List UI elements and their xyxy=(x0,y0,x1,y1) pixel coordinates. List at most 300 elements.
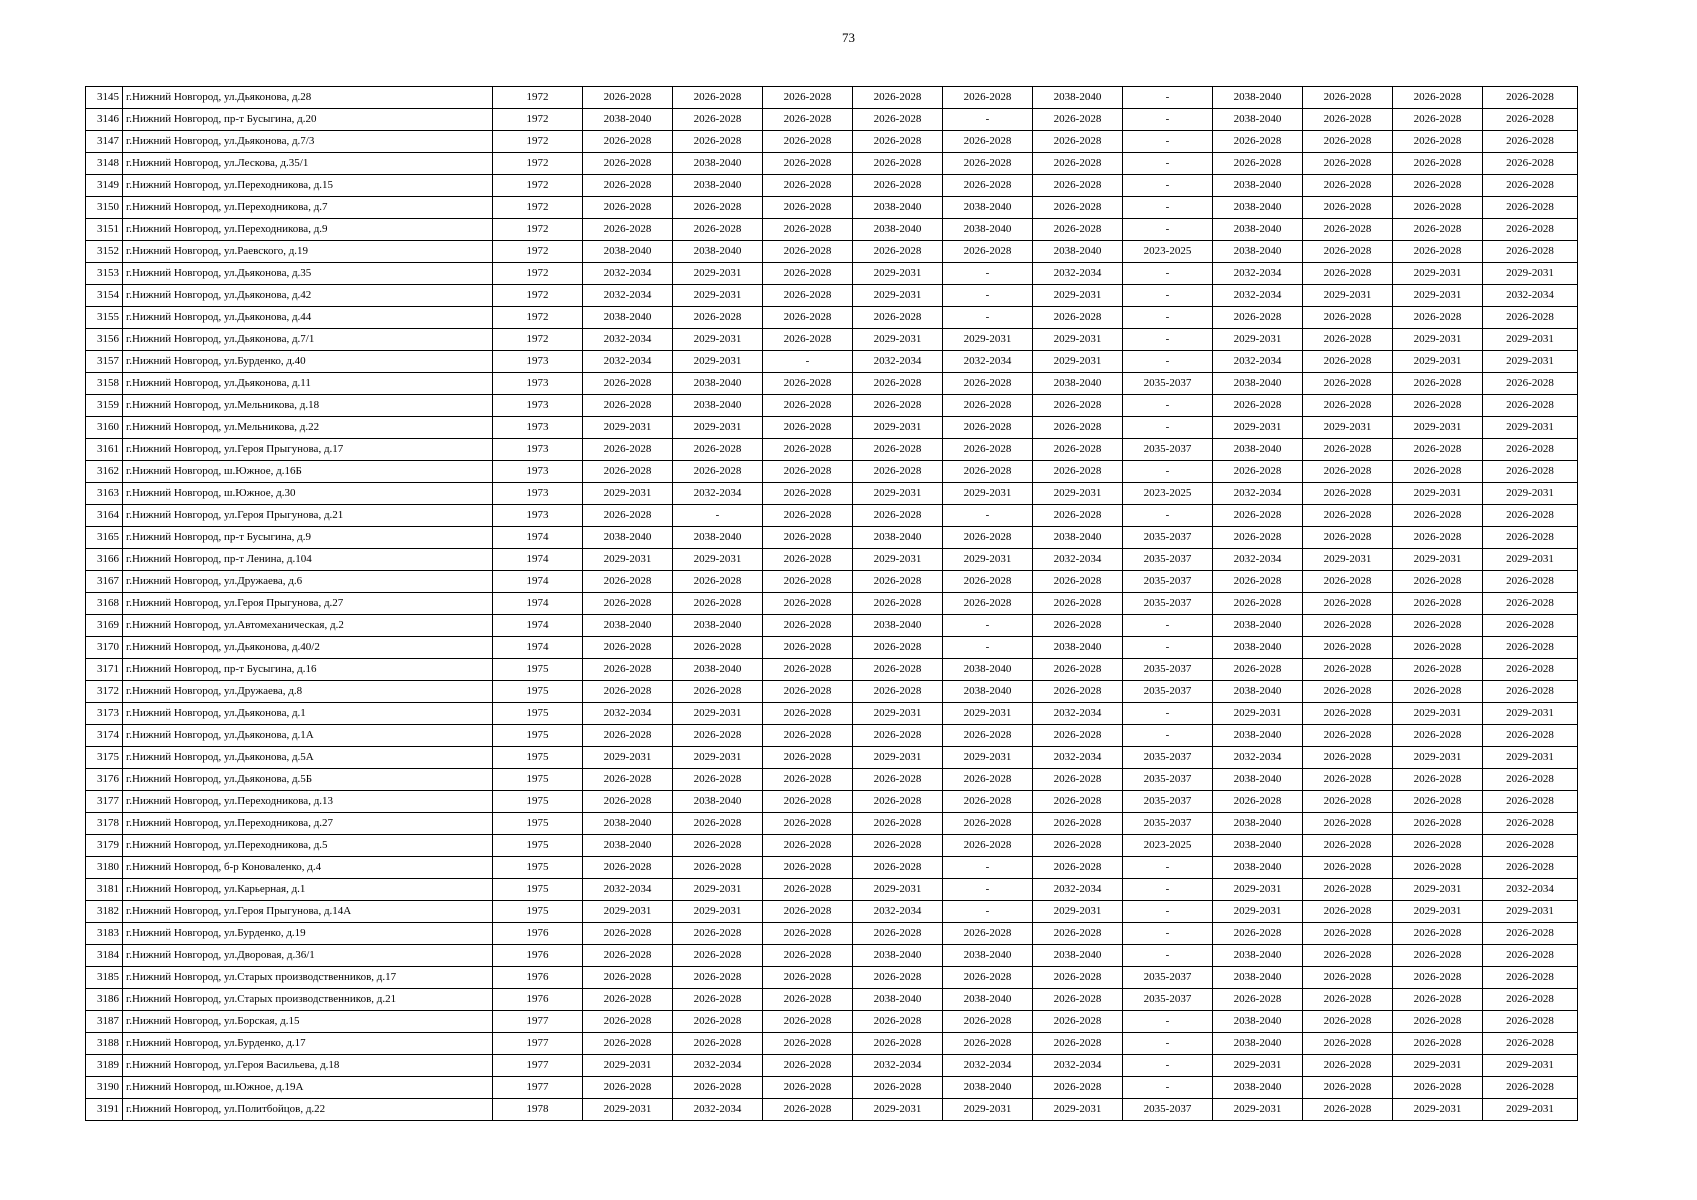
table-row xyxy=(86,153,1578,175)
period-cell: 2035-2037 xyxy=(1123,967,1213,989)
period-cell: 2026-2028 xyxy=(1393,153,1483,175)
period-cell: 2026-2028 xyxy=(1033,813,1123,835)
period-cell: 2026-2028 xyxy=(673,439,763,461)
row-number-cell: 3154 xyxy=(86,285,123,307)
period-cell: 2026-2028 xyxy=(853,813,943,835)
period-cell: 2026-2028 xyxy=(1303,945,1393,967)
address-cell: г.Нижний Новгород, ул.Дьяконова, д.1А xyxy=(123,725,493,747)
period-cell: 2026-2028 xyxy=(583,791,673,813)
period-cell: 2026-2028 xyxy=(1393,725,1483,747)
period-cell: 2026-2028 xyxy=(1303,901,1393,923)
address-cell: г.Нижний Новгород, ш.Южное, д.19А xyxy=(123,1077,493,1099)
period-cell: 2032-2034 xyxy=(1213,351,1303,373)
row-number-cell: 3161 xyxy=(86,439,123,461)
period-cell: 2026-2028 xyxy=(1483,637,1578,659)
year-cell: 1973 xyxy=(493,439,583,461)
period-cell: 2026-2028 xyxy=(1483,967,1578,989)
table-row xyxy=(86,307,1578,329)
period-cell: 2032-2034 xyxy=(943,1055,1033,1077)
table-row xyxy=(86,835,1578,857)
period-cell: 2026-2028 xyxy=(1393,1011,1483,1033)
period-cell: 2026-2028 xyxy=(1483,769,1578,791)
period-cell: - xyxy=(1123,923,1213,945)
period-cell: 2026-2028 xyxy=(1393,681,1483,703)
period-cell: 2038-2040 xyxy=(943,989,1033,1011)
period-cell: 2026-2028 xyxy=(1483,593,1578,615)
period-cell: 2026-2028 xyxy=(943,131,1033,153)
period-cell: 2026-2028 xyxy=(1483,197,1578,219)
period-cell: 2026-2028 xyxy=(1303,923,1393,945)
period-cell: 2026-2028 xyxy=(1213,505,1303,527)
period-cell: 2026-2028 xyxy=(673,571,763,593)
table-row xyxy=(86,351,1578,373)
period-cell: 2026-2028 xyxy=(1393,461,1483,483)
period-cell: 2026-2028 xyxy=(583,439,673,461)
address-cell: г.Нижний Новгород, ул.Дружаева, д.8 xyxy=(123,681,493,703)
period-cell: - xyxy=(1123,417,1213,439)
period-cell: 2026-2028 xyxy=(1213,527,1303,549)
period-cell: 2026-2028 xyxy=(763,659,853,681)
period-cell: 2029-2031 xyxy=(853,879,943,901)
year-cell: 1974 xyxy=(493,549,583,571)
table-row xyxy=(86,131,1578,153)
period-cell: 2026-2028 xyxy=(1213,395,1303,417)
table-row xyxy=(86,659,1578,681)
year-cell: 1972 xyxy=(493,307,583,329)
period-cell: 2029-2031 xyxy=(853,747,943,769)
table-row xyxy=(86,725,1578,747)
period-cell: 2026-2028 xyxy=(1033,219,1123,241)
period-cell: 2038-2040 xyxy=(1213,241,1303,263)
period-cell: 2038-2040 xyxy=(583,615,673,637)
period-cell: 2029-2031 xyxy=(1393,747,1483,769)
period-cell: 2026-2028 xyxy=(763,87,853,109)
period-cell: 2035-2037 xyxy=(1123,373,1213,395)
period-cell: 2038-2040 xyxy=(1213,725,1303,747)
table-row xyxy=(86,505,1578,527)
period-cell: 2026-2028 xyxy=(673,1077,763,1099)
row-number-cell: 3170 xyxy=(86,637,123,659)
period-cell: 2026-2028 xyxy=(1033,131,1123,153)
table-row xyxy=(86,637,1578,659)
period-cell: 2026-2028 xyxy=(1393,373,1483,395)
period-cell: 2026-2028 xyxy=(1393,87,1483,109)
address-cell: г.Нижний Новгород, ул.Дьяконова, д.44 xyxy=(123,307,493,329)
table-row xyxy=(86,967,1578,989)
address-cell: г.Нижний Новгород, ул.Переходникова, д.13 xyxy=(123,791,493,813)
period-cell: 2026-2028 xyxy=(673,923,763,945)
period-cell: 2038-2040 xyxy=(583,527,673,549)
period-cell: 2026-2028 xyxy=(1303,791,1393,813)
period-cell: 2038-2040 xyxy=(1213,1011,1303,1033)
address-cell: г.Нижний Новгород, пр-т Бусыгина, д.9 xyxy=(123,527,493,549)
period-cell: 2026-2028 xyxy=(943,571,1033,593)
period-cell: 2026-2028 xyxy=(1303,879,1393,901)
period-cell: 2038-2040 xyxy=(943,945,1033,967)
period-cell: 2038-2040 xyxy=(673,615,763,637)
period-cell: 2029-2031 xyxy=(943,1099,1033,1121)
period-cell: 2026-2028 xyxy=(1483,945,1578,967)
period-cell: 2035-2037 xyxy=(1123,769,1213,791)
row-number-cell: 3177 xyxy=(86,791,123,813)
period-cell: 2026-2028 xyxy=(583,219,673,241)
address-cell: г.Нижний Новгород, ул.Дьяконова, д.28 xyxy=(123,87,493,109)
year-cell: 1975 xyxy=(493,703,583,725)
period-cell: 2035-2037 xyxy=(1123,681,1213,703)
period-cell: 2029-2031 xyxy=(1033,483,1123,505)
period-cell: - xyxy=(1123,109,1213,131)
period-cell: 2026-2028 xyxy=(1483,219,1578,241)
period-cell: 2038-2040 xyxy=(1213,219,1303,241)
period-cell: 2026-2028 xyxy=(1483,241,1578,263)
period-cell: 2026-2028 xyxy=(1483,505,1578,527)
period-cell: 2023-2025 xyxy=(1123,483,1213,505)
period-cell: 2026-2028 xyxy=(1033,791,1123,813)
address-cell: г.Нижний Новгород, ш.Южное, д.30 xyxy=(123,483,493,505)
period-cell: 2032-2034 xyxy=(1213,483,1303,505)
period-cell: 2026-2028 xyxy=(583,175,673,197)
address-cell: г.Нижний Новгород, ул.Дьяконова, д.7/3 xyxy=(123,131,493,153)
period-cell: 2026-2028 xyxy=(763,703,853,725)
row-number-cell: 3182 xyxy=(86,901,123,923)
period-cell: 2026-2028 xyxy=(1303,175,1393,197)
period-cell: 2038-2040 xyxy=(1033,241,1123,263)
period-cell: - xyxy=(1123,703,1213,725)
period-cell: 2029-2031 xyxy=(943,483,1033,505)
period-cell: 2026-2028 xyxy=(853,131,943,153)
period-cell: 2038-2040 xyxy=(1213,615,1303,637)
year-cell: 1972 xyxy=(493,175,583,197)
period-cell: 2026-2028 xyxy=(763,175,853,197)
period-cell: 2026-2028 xyxy=(1393,571,1483,593)
period-cell: 2026-2028 xyxy=(1303,681,1393,703)
period-cell: 2026-2028 xyxy=(1033,153,1123,175)
address-cell: г.Нижний Новгород, ул.Дружаева, д.6 xyxy=(123,571,493,593)
period-cell: 2026-2028 xyxy=(1303,329,1393,351)
period-cell: 2026-2028 xyxy=(583,967,673,989)
period-cell: - xyxy=(1123,879,1213,901)
period-cell: 2032-2034 xyxy=(583,351,673,373)
period-cell: 2026-2028 xyxy=(853,725,943,747)
period-cell: 2029-2031 xyxy=(943,549,1033,571)
period-cell: 2032-2034 xyxy=(583,263,673,285)
period-cell: 2029-2031 xyxy=(673,703,763,725)
period-cell: 2032-2034 xyxy=(673,483,763,505)
period-cell: 2029-2031 xyxy=(1393,879,1483,901)
period-cell: 2026-2028 xyxy=(1393,131,1483,153)
row-number-cell: 3174 xyxy=(86,725,123,747)
period-cell: 2032-2034 xyxy=(1033,549,1123,571)
period-cell: 2026-2028 xyxy=(943,769,1033,791)
period-cell: 2029-2031 xyxy=(673,901,763,923)
row-number-cell: 3152 xyxy=(86,241,123,263)
period-cell: - xyxy=(1123,505,1213,527)
period-cell: 2029-2031 xyxy=(1393,901,1483,923)
period-cell: 2032-2034 xyxy=(943,351,1033,373)
period-cell: 2026-2028 xyxy=(943,835,1033,857)
period-cell: 2026-2028 xyxy=(1303,351,1393,373)
period-cell: 2029-2031 xyxy=(1303,285,1393,307)
period-cell: 2026-2028 xyxy=(1303,1033,1393,1055)
period-cell: 2026-2028 xyxy=(583,373,673,395)
period-cell: - xyxy=(1123,307,1213,329)
period-cell: 2026-2028 xyxy=(1393,769,1483,791)
period-cell: 2026-2028 xyxy=(1393,593,1483,615)
period-cell: 2029-2031 xyxy=(943,747,1033,769)
period-cell: 2026-2028 xyxy=(763,1033,853,1055)
row-number-cell: 3176 xyxy=(86,769,123,791)
row-number-cell: 3169 xyxy=(86,615,123,637)
table-row xyxy=(86,439,1578,461)
year-cell: 1975 xyxy=(493,725,583,747)
period-cell: 2038-2040 xyxy=(673,175,763,197)
address-cell: г.Нижний Новгород, ул.Политбойцов, д.22 xyxy=(123,1099,493,1121)
row-number-cell: 3162 xyxy=(86,461,123,483)
period-cell: 2026-2028 xyxy=(1393,791,1483,813)
year-cell: 1972 xyxy=(493,329,583,351)
year-cell: 1975 xyxy=(493,835,583,857)
period-cell: 2026-2028 xyxy=(1213,791,1303,813)
period-cell: 2026-2028 xyxy=(673,1011,763,1033)
period-cell: 2026-2028 xyxy=(1303,747,1393,769)
table-row xyxy=(86,593,1578,615)
period-cell: 2026-2028 xyxy=(1033,725,1123,747)
year-cell: 1977 xyxy=(493,1077,583,1099)
year-cell: 1975 xyxy=(493,747,583,769)
period-cell: 2038-2040 xyxy=(1213,769,1303,791)
period-cell: 2026-2028 xyxy=(853,857,943,879)
year-cell: 1973 xyxy=(493,351,583,373)
period-cell: 2029-2031 xyxy=(583,747,673,769)
period-cell: 2026-2028 xyxy=(1033,593,1123,615)
period-cell: 2026-2028 xyxy=(943,725,1033,747)
period-cell: 2026-2028 xyxy=(853,967,943,989)
period-cell: 2026-2028 xyxy=(1303,857,1393,879)
period-cell: 2026-2028 xyxy=(673,989,763,1011)
row-number-cell: 3146 xyxy=(86,109,123,131)
period-cell: 2038-2040 xyxy=(1213,439,1303,461)
period-cell: 2029-2031 xyxy=(583,549,673,571)
period-cell: 2029-2031 xyxy=(673,285,763,307)
year-cell: 1972 xyxy=(493,153,583,175)
period-cell: 2038-2040 xyxy=(853,527,943,549)
period-cell: 2026-2028 xyxy=(583,1033,673,1055)
period-cell: 2026-2028 xyxy=(763,1055,853,1077)
period-cell: 2029-2031 xyxy=(853,263,943,285)
period-cell: 2026-2028 xyxy=(583,197,673,219)
table-row xyxy=(86,395,1578,417)
table-row xyxy=(86,197,1578,219)
period-cell: 2032-2034 xyxy=(583,879,673,901)
period-cell: 2026-2028 xyxy=(1393,241,1483,263)
period-cell: 2032-2034 xyxy=(673,1099,763,1121)
period-cell: 2026-2028 xyxy=(673,725,763,747)
period-cell: 2026-2028 xyxy=(1303,989,1393,1011)
period-cell: 2026-2028 xyxy=(1483,307,1578,329)
period-cell: 2029-2031 xyxy=(583,1099,673,1121)
period-cell: 2038-2040 xyxy=(583,241,673,263)
period-cell: 2029-2031 xyxy=(1393,351,1483,373)
period-cell: 2026-2028 xyxy=(1393,527,1483,549)
period-cell: 2026-2028 xyxy=(763,901,853,923)
period-cell: 2026-2028 xyxy=(763,637,853,659)
period-cell: 2026-2028 xyxy=(1483,1011,1578,1033)
period-cell: - xyxy=(1123,637,1213,659)
period-cell: - xyxy=(943,285,1033,307)
period-cell: 2026-2028 xyxy=(1483,1033,1578,1055)
period-cell: - xyxy=(1123,285,1213,307)
table-row xyxy=(86,285,1578,307)
year-cell: 1972 xyxy=(493,263,583,285)
period-cell: 2026-2028 xyxy=(763,263,853,285)
year-cell: 1977 xyxy=(493,1033,583,1055)
period-cell: 2029-2031 xyxy=(1483,747,1578,769)
period-cell: 2026-2028 xyxy=(943,967,1033,989)
period-cell: 2026-2028 xyxy=(853,175,943,197)
period-cell: 2026-2028 xyxy=(763,241,853,263)
period-cell: 2026-2028 xyxy=(1213,593,1303,615)
period-cell: 2029-2031 xyxy=(1213,417,1303,439)
period-cell: 2038-2040 xyxy=(673,527,763,549)
period-cell: 2035-2037 xyxy=(1123,593,1213,615)
address-cell: г.Нижний Новгород, ул.Карьерная, д.1 xyxy=(123,879,493,901)
period-cell: 2026-2028 xyxy=(1303,527,1393,549)
period-cell: 2026-2028 xyxy=(943,1033,1033,1055)
period-cell: 2026-2028 xyxy=(673,857,763,879)
period-cell: 2029-2031 xyxy=(1483,417,1578,439)
period-cell: 2026-2028 xyxy=(763,681,853,703)
period-cell: 2026-2028 xyxy=(1483,989,1578,1011)
period-cell: 2026-2028 xyxy=(1483,527,1578,549)
period-cell: 2026-2028 xyxy=(1393,307,1483,329)
period-cell: 2026-2028 xyxy=(1303,1077,1393,1099)
period-cell: 2032-2034 xyxy=(1033,703,1123,725)
row-number-cell: 3153 xyxy=(86,263,123,285)
table-row xyxy=(86,681,1578,703)
period-cell: 2029-2031 xyxy=(673,747,763,769)
period-cell: 2026-2028 xyxy=(673,307,763,329)
period-cell: 2029-2031 xyxy=(1393,329,1483,351)
row-number-cell: 3158 xyxy=(86,373,123,395)
period-cell: 2026-2028 xyxy=(943,813,1033,835)
table-row xyxy=(86,175,1578,197)
period-cell: 2026-2028 xyxy=(1393,813,1483,835)
period-cell: 2026-2028 xyxy=(1483,175,1578,197)
period-cell: 2026-2028 xyxy=(583,659,673,681)
period-cell: 2026-2028 xyxy=(763,835,853,857)
period-cell: - xyxy=(943,307,1033,329)
period-cell: 2026-2028 xyxy=(853,637,943,659)
row-number-cell: 3166 xyxy=(86,549,123,571)
period-cell: 2029-2031 xyxy=(853,549,943,571)
period-cell: 2026-2028 xyxy=(853,461,943,483)
address-cell: г.Нижний Новгород, ул.Раевского, д.19 xyxy=(123,241,493,263)
period-cell: 2038-2040 xyxy=(853,219,943,241)
period-cell: 2026-2028 xyxy=(853,769,943,791)
period-cell: 2038-2040 xyxy=(673,153,763,175)
address-cell: г.Нижний Новгород, ул.Старых производственников, д.17 xyxy=(123,967,493,989)
period-cell: 2026-2028 xyxy=(763,725,853,747)
period-cell: 2026-2028 xyxy=(673,109,763,131)
period-cell: 2026-2028 xyxy=(583,87,673,109)
period-cell: 2026-2028 xyxy=(1033,571,1123,593)
period-cell: 2026-2028 xyxy=(1303,571,1393,593)
housing-register-table xyxy=(85,86,1578,1121)
period-cell: - xyxy=(1123,175,1213,197)
period-cell: 2026-2028 xyxy=(583,131,673,153)
period-cell: 2026-2028 xyxy=(1033,109,1123,131)
period-cell: 2038-2040 xyxy=(673,791,763,813)
period-cell: 2026-2028 xyxy=(673,835,763,857)
period-cell: 2026-2028 xyxy=(1033,835,1123,857)
period-cell: 2026-2028 xyxy=(1303,505,1393,527)
row-number-cell: 3159 xyxy=(86,395,123,417)
period-cell: 2029-2031 xyxy=(1393,285,1483,307)
period-cell: 2026-2028 xyxy=(1033,659,1123,681)
period-cell: 2026-2028 xyxy=(1483,681,1578,703)
period-cell: 2026-2028 xyxy=(673,131,763,153)
period-cell: 2029-2031 xyxy=(1483,1055,1578,1077)
year-cell: 1976 xyxy=(493,989,583,1011)
row-number-cell: 3165 xyxy=(86,527,123,549)
period-cell: 2026-2028 xyxy=(1393,989,1483,1011)
year-cell: 1974 xyxy=(493,593,583,615)
period-cell: 2026-2028 xyxy=(1033,681,1123,703)
row-number-cell: 3156 xyxy=(86,329,123,351)
table-row xyxy=(86,769,1578,791)
period-cell: 2029-2031 xyxy=(583,483,673,505)
address-cell: г.Нижний Новгород, ул.Автомеханическая, д.2 xyxy=(123,615,493,637)
period-cell: 2026-2028 xyxy=(1483,615,1578,637)
year-cell: 1976 xyxy=(493,967,583,989)
period-cell: 2029-2031 xyxy=(1393,417,1483,439)
period-cell: 2026-2028 xyxy=(1303,967,1393,989)
period-cell: 2026-2028 xyxy=(853,791,943,813)
period-cell: 2026-2028 xyxy=(1393,175,1483,197)
period-cell: 2026-2028 xyxy=(943,175,1033,197)
period-cell: 2026-2028 xyxy=(1393,505,1483,527)
period-cell: 2026-2028 xyxy=(853,307,943,329)
period-cell: 2038-2040 xyxy=(1213,813,1303,835)
period-cell: 2038-2040 xyxy=(1213,373,1303,395)
period-cell: 2026-2028 xyxy=(1303,637,1393,659)
period-cell: 2026-2028 xyxy=(673,593,763,615)
period-cell: 2038-2040 xyxy=(1213,945,1303,967)
period-cell: 2026-2028 xyxy=(763,197,853,219)
period-cell: 2026-2028 xyxy=(1213,923,1303,945)
period-cell: 2026-2028 xyxy=(673,637,763,659)
period-cell: 2035-2037 xyxy=(1123,659,1213,681)
row-number-cell: 3150 xyxy=(86,197,123,219)
period-cell: 2029-2031 xyxy=(1033,285,1123,307)
year-cell: 1978 xyxy=(493,1099,583,1121)
period-cell: 2026-2028 xyxy=(853,439,943,461)
row-number-cell: 3160 xyxy=(86,417,123,439)
period-cell: 2026-2028 xyxy=(1483,835,1578,857)
year-cell: 1972 xyxy=(493,197,583,219)
period-cell: 2026-2028 xyxy=(673,967,763,989)
year-cell: 1973 xyxy=(493,461,583,483)
address-cell: г.Нижний Новгород, ул.Мельникова, д.22 xyxy=(123,417,493,439)
address-cell: г.Нижний Новгород, ул.Бурденко, д.40 xyxy=(123,351,493,373)
address-cell: г.Нижний Новгород, б-р Коноваленко, д.4 xyxy=(123,857,493,879)
period-cell: 2038-2040 xyxy=(583,813,673,835)
row-number-cell: 3167 xyxy=(86,571,123,593)
address-cell: г.Нижний Новгород, пр-т Бусыгина, д.16 xyxy=(123,659,493,681)
period-cell: 2026-2028 xyxy=(1033,989,1123,1011)
period-cell: 2026-2028 xyxy=(853,1011,943,1033)
address-cell: г.Нижний Новгород, ул.Дьяконова, д.7/1 xyxy=(123,329,493,351)
